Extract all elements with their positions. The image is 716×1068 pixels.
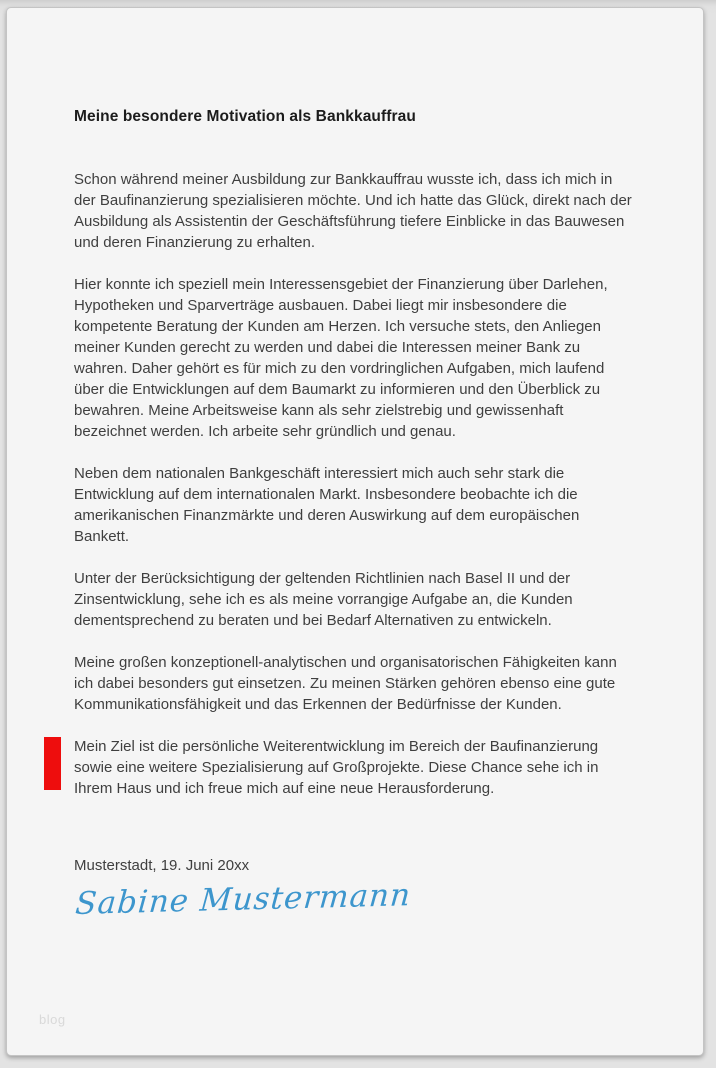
letter-page [6,7,704,1056]
watermark-blog: blog [39,1012,66,1027]
letter-paragraph-basel: Unter der Berücksichtigung der geltenden Richtlinien nach Basel II und der Zinsentwicklung, sehe ich es als meine vorrangige Aufgabe an, die Kunden dementsprechend zu beraten und bei Bedarf Alternativen zu entwickeln. [74,570,573,629]
letter-heading: Meine besondere Motivation als Bankkauffrau [74,108,416,125]
date-line: Musterstadt, 19. Juni 20xx [74,857,250,874]
letter-paragraph-experience: Hier konnte ich speziell mein Interessensgebiet der Finanzierung über Darlehen, Hypotheken und Sparverträge ausbauen. Dabei liegt mir insbesondere die kompetente Beratung der Kunden am Herzen. Ich versuche stets, den Anliegen meiner Kunden gerecht zu werden und dabei die Interessen meiner Bank zu wahren. Daher gehört es für mich zu den vordringlichen Aufgaben, mich laufend über die Entwicklungen auf dem Baumarkt zu informieren und den Überblick zu bewahren. Meine Arbeitsweise kann als sehr zielstrebig und gewissenhaft bezeichnet werden. Ich arbeite sehr gründlich und genau. [74,276,608,440]
letter-paragraph-goal: Mein Ziel ist die persönliche Weiterentwicklung im Bereich der Baufinanzierung sowie eine weitere Spezialisierung auf Großprojekte. Diese Chance sehe ich in Ihrem Haus und ich freue mich auf eine neue Herausforderung. [74,738,599,797]
signature: Sabine Mustermann [74,877,413,922]
letter-paragraph-intro: Schon während meiner Ausbildung zur Bankkauffrau wusste ich, dass ich mich in der Baufinanzierung spezialisieren möchte. Und ich hatte das Glück, direkt nach der Ausbildung als Assistentin der Geschäftsführung tiefere Einblicke in das Bauwesen und deren Finanzierung zu erhalten. [74,171,632,251]
red-highlight-marker [44,737,61,790]
letter-paragraph-strengths: Meine großen konzeptionell-analytischen und organisatorischen Fähigkeiten kann ich dabei besonders gut einsetzen. Zu meinen Stärken gehören ebenso eine gute Kommunikationsfähigkeit und das Erkennen der Bedürfnisse der Kunden. [74,654,617,713]
letter-content [7,8,703,922]
letter-paragraph-international: Neben dem nationalen Bankgeschäft interessiert mich auch sehr stark die Entwicklung auf dem internationalen Markt. Insbesondere beobachte ich die amerikanischen Finanzmärkte und deren Auswirkung auf dem europäischen Bankett. [74,465,580,545]
highlighted-paragraph-wrap [74,736,637,799]
